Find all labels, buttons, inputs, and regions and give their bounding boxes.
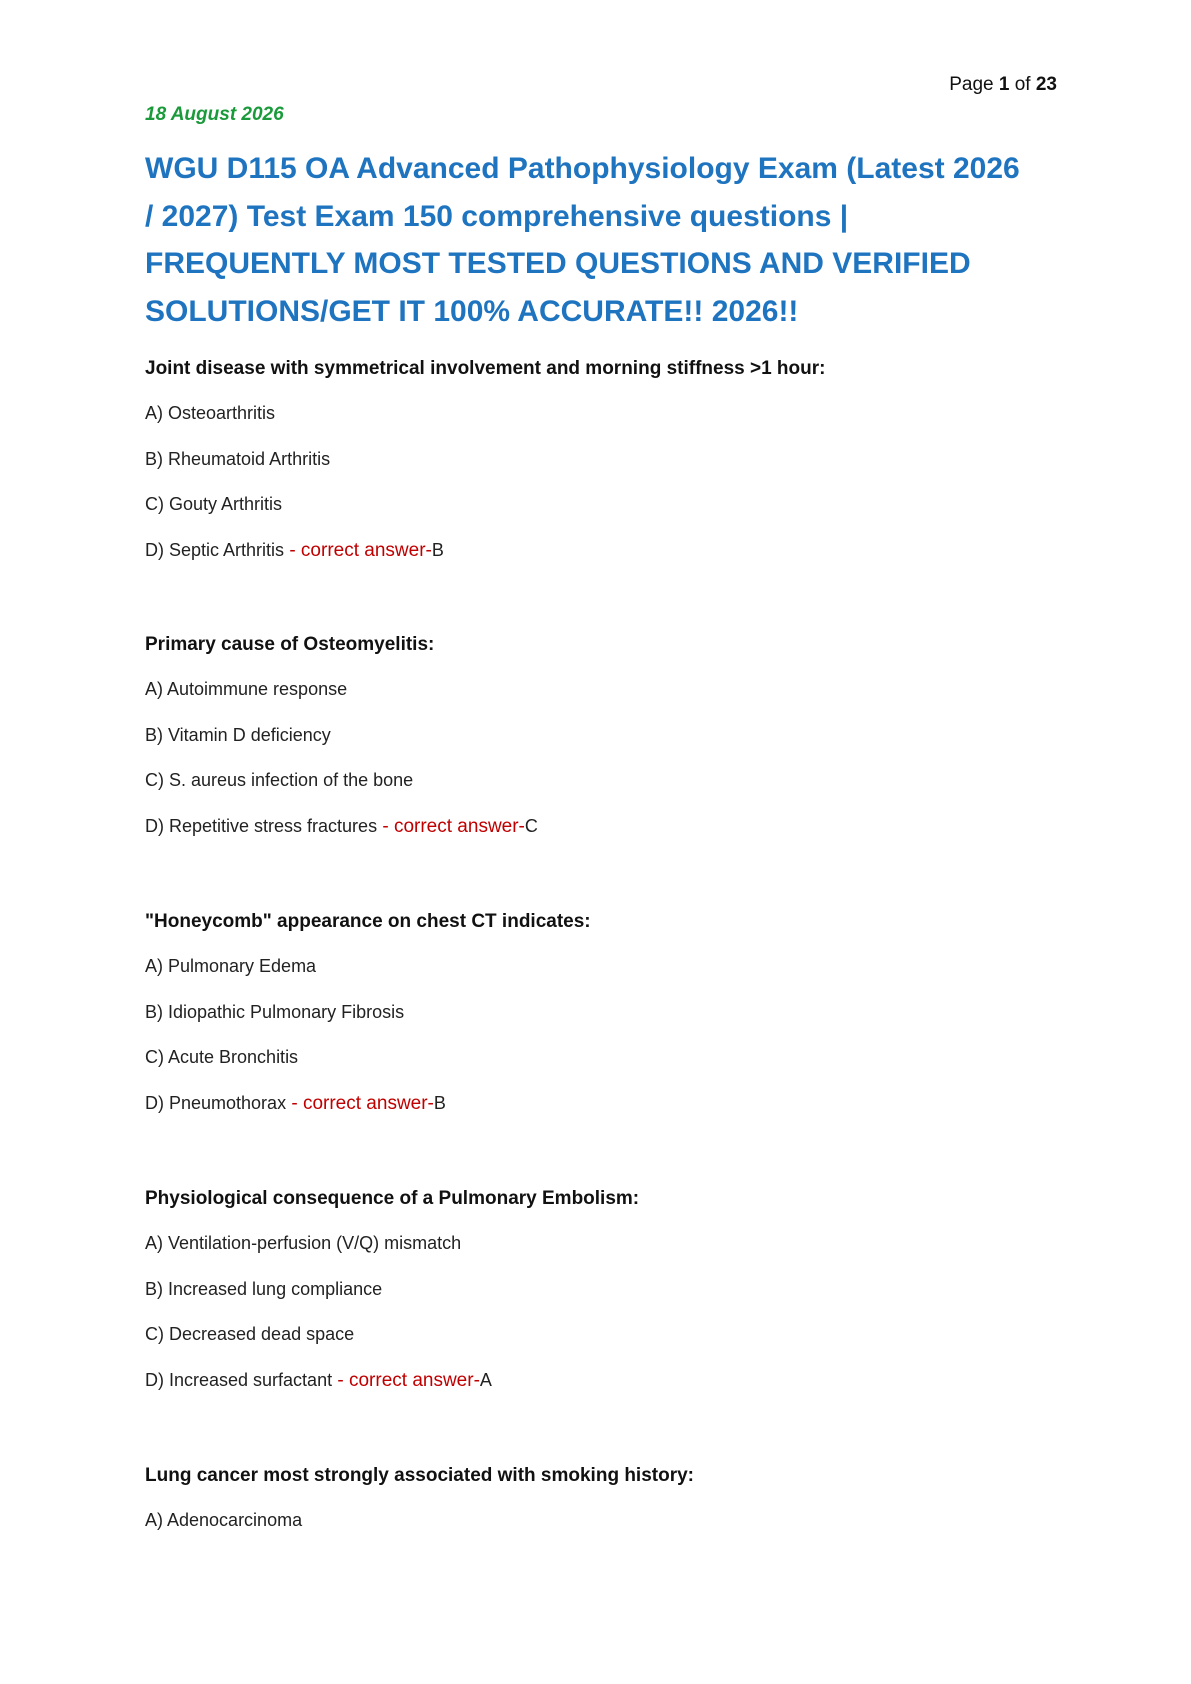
answer-option: C) Decreased dead space: [145, 1324, 355, 1344]
answer-option: A) Osteoarthritis: [145, 403, 276, 423]
answer-option: A) Adenocarcinoma: [145, 1510, 303, 1530]
correct-answer-letter: C: [524, 815, 538, 836]
answer-option: B) Rheumatoid Arthritis: [145, 448, 331, 469]
option-text: D) Pneumothorax: [145, 1092, 287, 1113]
option-text: D) Repetitive stress fractures: [145, 815, 378, 836]
correct-answer-letter: A: [479, 1369, 492, 1390]
answer-option: A) Pulmonary Edema: [145, 956, 317, 976]
answer-option-last: [145, 1090, 1045, 1117]
correct-answer-letter: B: [433, 1092, 446, 1113]
question-block: [145, 354, 1045, 582]
answer-option: B) Vitamin D deficiency: [145, 724, 331, 745]
answer-option: B) Increased lung compliance: [145, 1278, 383, 1299]
page-of-label: of: [1014, 74, 1031, 95]
answer-option: B) Idiopathic Pulmonary Fibrosis: [145, 1001, 405, 1022]
answer-option-last: [145, 537, 1045, 564]
question-block: [145, 1461, 1045, 1553]
answer-option: C) Acute Bronchitis: [145, 1047, 299, 1067]
page-total: 23: [1035, 74, 1057, 95]
answer-option: A) Ventilation-perfusion (V/Q) mismatch: [145, 1233, 462, 1253]
question-text: Joint disease with symmetrical involvement and morning stiffness >1 hour:: [145, 358, 826, 379]
option-text: D) Septic Arthritis: [145, 539, 285, 560]
document-title: WGU D115 OA Advanced Pathophysiology Exam (Latest 2026 / 2027) Test Exam 150 comprehensive questions | FREQUENTLY MOST TESTED QUESTIONS AND VERIFIED SOLUTIONS/GET IT 100% ACCURATE!! 2026!!: [145, 152, 1020, 328]
page-current: 1: [998, 74, 1010, 95]
page-label: Page: [949, 74, 994, 95]
correct-answer-marker: - correct answer-: [286, 1092, 434, 1114]
document-date: 18 August 2026: [145, 104, 284, 125]
question-block: [145, 630, 1045, 858]
page-number: [949, 74, 1057, 96]
answer-option-last: [145, 813, 1045, 840]
question-text: Physiological consequence of a Pulmonary Embolism:: [145, 1188, 640, 1209]
correct-answer-letter: B: [431, 539, 444, 560]
answer-option: A) Autoimmune response: [145, 679, 348, 699]
question-text: Primary cause of Osteomyelitis:: [145, 634, 435, 655]
question-text: "Honeycomb" appearance on chest CT indicates:: [145, 911, 591, 932]
correct-answer-marker: - correct answer-: [377, 815, 525, 837]
answer-option-last: [145, 1367, 1045, 1394]
answer-option: C) Gouty Arthritis: [145, 494, 283, 514]
correct-answer-marker: - correct answer-: [284, 539, 432, 561]
question-text: Lung cancer most strongly associated with smoking history:: [145, 1465, 694, 1486]
correct-answer-marker: - correct answer-: [332, 1369, 480, 1391]
answer-option: C) S. aureus infection of the bone: [145, 770, 414, 790]
question-block: [145, 1184, 1045, 1412]
question-block: [145, 907, 1045, 1135]
option-text: D) Increased surfactant: [145, 1369, 333, 1390]
